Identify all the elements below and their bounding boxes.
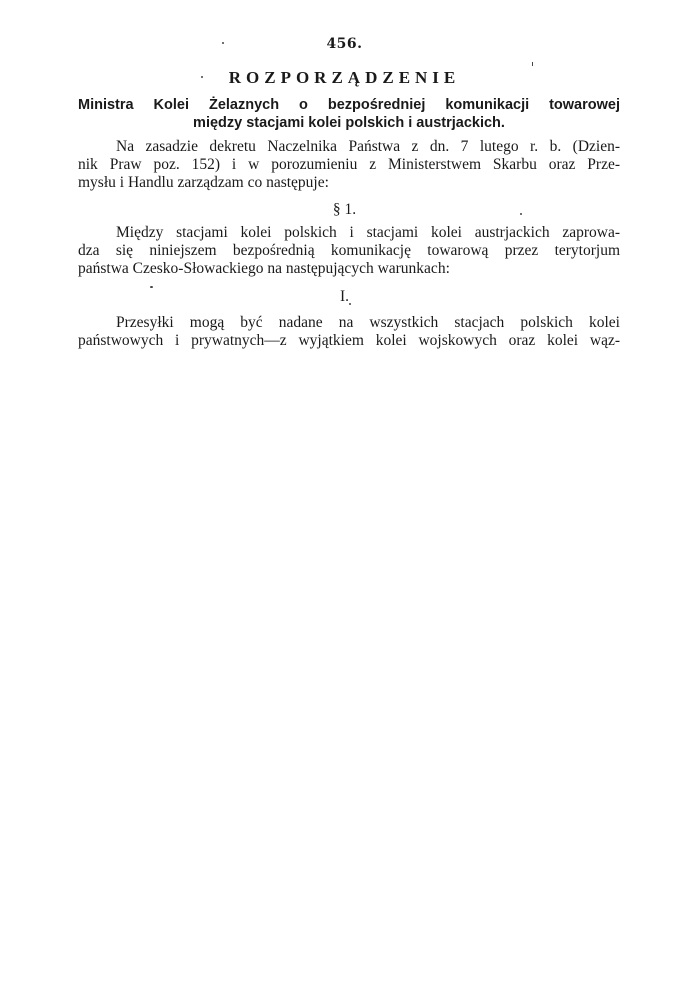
text-line: Przesyłki mogą być nadane na wszystkich stacjach polskich kolei: [116, 314, 620, 331]
paragraph-intro: [78, 138, 620, 192]
scan-speck: [532, 62, 533, 66]
scan-speck: [201, 76, 203, 78]
text-line: nik Praw poz. 152) i w porozumieniu z Ministerstwem Skarbu oraz Prze-: [78, 156, 620, 173]
text-line: dza się niniejszem bezpośrednią komunikację towarową przez terytorjum: [78, 242, 620, 259]
subsection-heading: I.: [339, 288, 350, 305]
subtitle-line: między stacjami kolei polskich i austrjackich.: [193, 115, 505, 131]
scan-speck: [150, 286, 153, 288]
document-subtitle: [78, 96, 620, 132]
subtitle-line: Ministra Kolei Żelaznych o bezpośredniej komunikacji towarowej: [78, 97, 620, 113]
scan-speck: [349, 303, 351, 305]
text-line: Na zasadzie dekretu Naczelnika Państwa z dn. 7 lutego r. b. (Dzien-: [116, 138, 620, 155]
scan-speck: [520, 213, 522, 215]
paragraph-section-1: [78, 224, 620, 278]
page-number: 456.: [326, 36, 363, 52]
text-line: mysłu i Handlu zarządzam co następuje:: [78, 174, 329, 191]
text-line: państwowych i prywatnych—z wyjątkiem kolei wojskowych oraz kolei wąz-: [78, 332, 620, 349]
scan-speck: [222, 42, 224, 44]
text-line: państwa Czesko-Słowackiego na następujących warunkach:: [78, 260, 450, 277]
text-line: Między stacjami kolei polskich i stacjami kolei austrjackich zaprowa-: [116, 224, 620, 241]
section-heading: § 1.: [332, 201, 357, 218]
paragraph-subsection-1: [78, 314, 620, 350]
page-title: ROZPORZĄDZENIE: [228, 68, 461, 87]
